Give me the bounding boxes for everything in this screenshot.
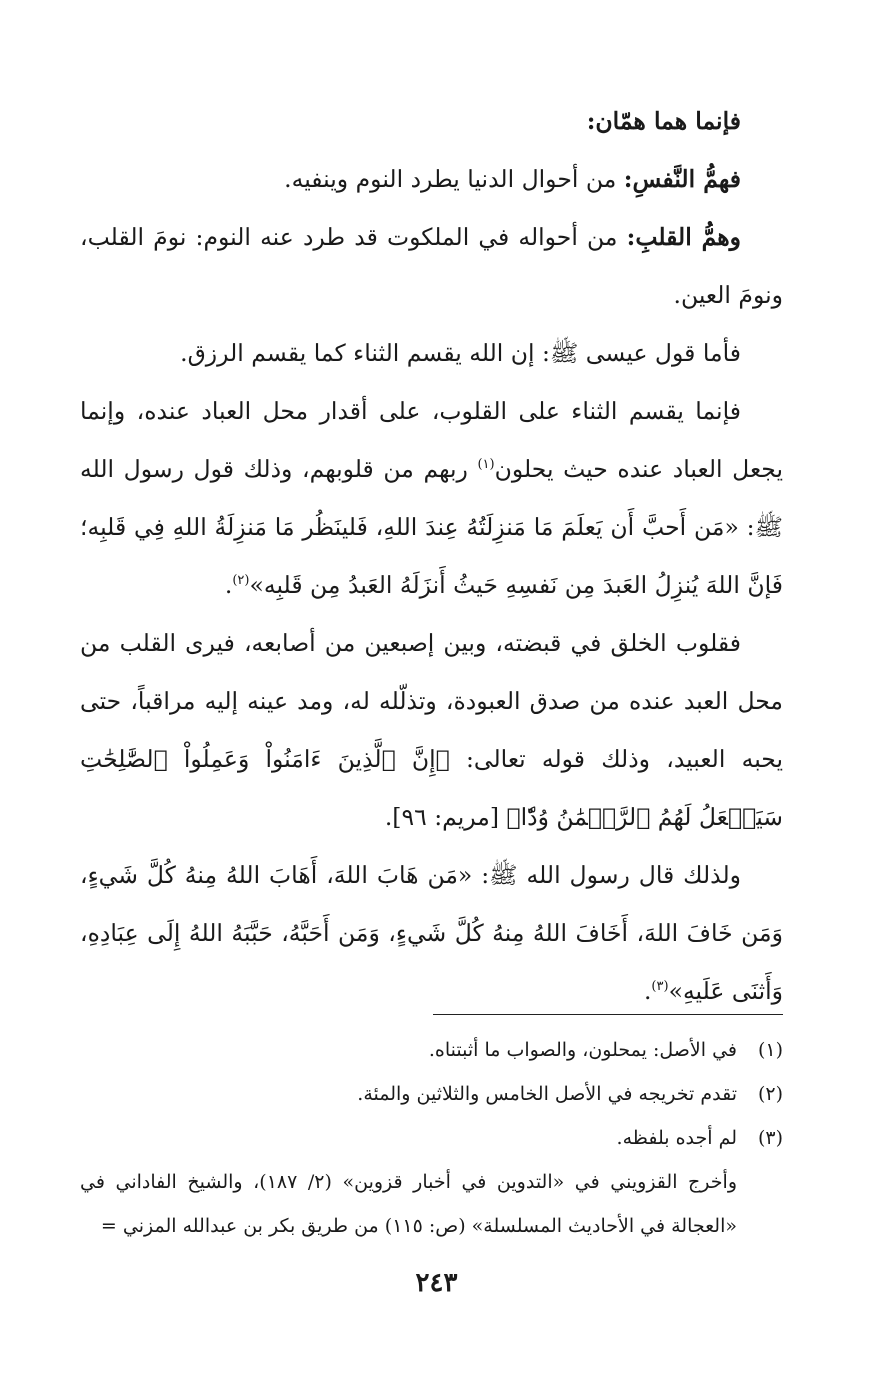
footnote-number: (٢) xyxy=(757,1083,783,1105)
footnote-ref-3[interactable]: (٣) xyxy=(651,979,669,995)
heading-two-concerns: فإنما هما همّان: xyxy=(586,107,741,135)
paragraph-6 xyxy=(80,614,783,846)
paragraph-5 xyxy=(80,382,783,614)
footnotes xyxy=(80,1028,783,1248)
term-heart-concern: وهمُّ القلبِ: xyxy=(626,223,741,251)
paragraph-5-text-c: . xyxy=(224,571,233,599)
main-text xyxy=(80,92,783,1020)
paragraph-3 xyxy=(80,208,783,324)
paragraph-2 xyxy=(80,150,783,208)
paragraph-7-text: ولذلك قال رسول الله ﷺ: «مَن هَابَ اللهَ، أَهَابَ اللهُ مِنهُ كُلَّ شَيءٍ، وَمَن خَافَ اللهَ، أَخَافَ اللهُ مِنهُ كُلَّ شَيءٍ، وَمَن أَحَبَّهُ، حَبَّبَهُ اللهُ إِلَى عِبَادِهِ، وَأَثنَى عَلَيهِ» xyxy=(80,861,783,1005)
paragraph-1 xyxy=(80,92,783,150)
paragraph-4-text: فأما قول عيسى ﷺ: إن الله يقسم الثناء كما يقسم الرزق. xyxy=(180,339,741,367)
footnote-ref-2[interactable]: (٢) xyxy=(232,573,250,589)
paragraph-7 xyxy=(80,846,783,1020)
paragraph-3-text: من أحواله في الملكوت قد طرد عنه النوم: نومَ القلب، ونومَ العين. xyxy=(80,223,783,309)
footnote-3-continuation: وأخرج القزويني في «التدوين في أخبار قزوين» (٢/ ١٨٧)، والشيخ الفاداني في «العجالة في الأحاديث المسلسلة» (ص: ١١٥) من طريق بكر بن عبدالله المزني = xyxy=(80,1171,737,1237)
paragraph-6-text: فقلوب الخلق في قبضته، وبين إصبعين من أصابعه، فيرى القلب من محل العبد عنده من صدق العبودة، وتذلّله له، ومد عينه إليه مراقباً، حتى يحبه العبيد، وذلك قوله تعالى: ﴿إِنَّ ٱلَّذِينَ ءَامَنُواْ وَعَمِلُواْ ٱلصَّٰلِحَٰتِ سَيَجۡعَلُ لَهُمُ ٱلرَّحۡمَٰنُ وُدّٗا﴾ [مريم: ٩٦]. xyxy=(80,629,783,831)
term-soul-concern: فهمُّ النَّفسِ: xyxy=(623,165,741,193)
paragraph-5-text-b: ربهم من قلوبهم، وذلك قول رسول الله ﷺ: «مَن أَحبَّ أَن يَعلَمَ مَا مَنزِلَتُهُ عِندَ اللهِ، فَلينَظُر مَا مَنزِلَةُ اللهِ فِي قَلبِه؛ فَإنَّ اللهَ يُنزِلُ العَبدَ مِن نَفسِهِ حَيثُ أَنزَلَهُ العَبدُ مِن قَلبِه» xyxy=(80,455,783,599)
footnote-number: (١) xyxy=(757,1039,783,1061)
paragraph-4 xyxy=(80,324,783,382)
footnote-ref-1[interactable]: (١) xyxy=(477,457,495,473)
page-number: ٢٤٣ xyxy=(415,1268,458,1298)
footnote-divider xyxy=(433,1014,783,1015)
footnote-text: في الأصل: يمحلون، والصواب ما أثبتناه. xyxy=(428,1039,737,1061)
footnote-text: تقدم تخريجه في الأصل الخامس والثلاثين والمئة. xyxy=(357,1083,737,1105)
paragraph-5-text-a: فإنما يقسم الثناء على القلوب، على أقدار محل العباد عنده، وإنما يجعل العباد عنده حيث يحلون xyxy=(80,397,783,483)
paragraph-7-text-b: . xyxy=(643,977,652,1005)
paragraph-2-text: من أحوال الدنيا يطرد النوم وينفيه. xyxy=(284,165,624,193)
footnote-3 xyxy=(80,1116,783,1160)
footnote-number: (٣) xyxy=(757,1127,783,1149)
footnote-1 xyxy=(80,1028,783,1072)
footnote-2 xyxy=(80,1072,783,1116)
footnote-text: لم أجده بلفظه. xyxy=(616,1127,737,1149)
